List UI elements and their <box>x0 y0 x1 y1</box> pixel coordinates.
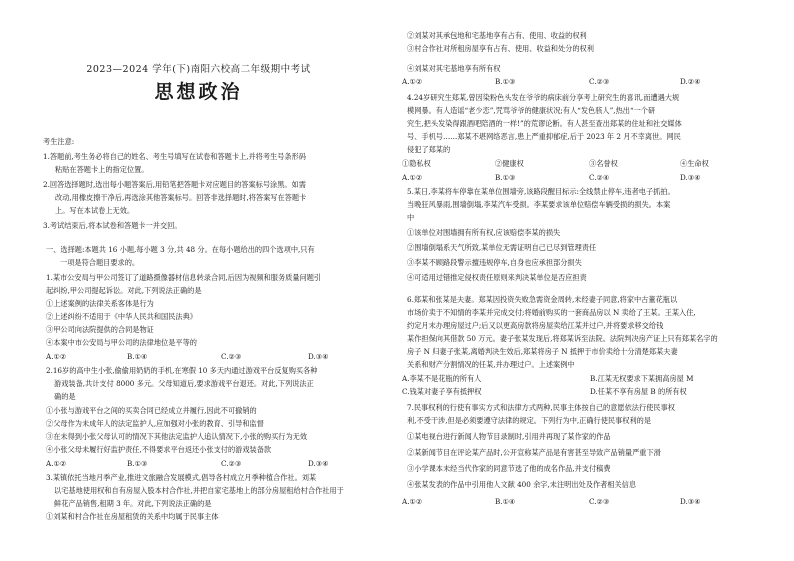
choice-4: ④生命权 <box>680 159 709 168</box>
option-a: A.①② <box>402 173 423 182</box>
notice-line: 2.回答选择题时,选出每小题答案后,用铅笔把答题卡对应题目的答案标号涂黑。如需 <box>43 180 306 189</box>
question-6-stem: 某作担保向其借款 50 万元。妻子张某发现后,将郑某诉至法院。法院判决房产证上只有郑某名字的 <box>407 334 718 343</box>
question-7-choice: ①某电视台进行新闻人物节目录制时,引用并再现了某作家的作品 <box>407 432 611 441</box>
option-a: A.①② <box>402 497 423 506</box>
question-5-choice: ②围墙倒塌系天气所致,某单位无需证明自己已尽到管理责任 <box>407 243 597 252</box>
section-instruction: 一项是符合题目要求的。 <box>60 258 140 267</box>
question-1-choice: ①上述案例的法律关系客体是行为 <box>46 299 154 308</box>
option-d: D.任某不享有房屋 B 的所有权 <box>590 387 687 396</box>
question-1-stem: 1.某市公安局与甲公司签订了道路摄像器材信息转录合同,后因为视频和服务质量问题引 <box>46 273 322 282</box>
question-2-stem: 游戏装备,共计支付 8000 多元。父母知道后,要求游戏平台退还。对此,下列说法正 <box>54 379 314 388</box>
notice-line: 3.考试结束后,将本试卷和答题卡一并交回。 <box>43 221 182 230</box>
option-b: B.江某无权要求下某拥高房屋 M <box>590 374 694 383</box>
option-c: C.②③ <box>221 459 242 468</box>
option-c: C.钱某对妻子享有抵押权 <box>402 387 482 396</box>
option-b: B.①③ <box>495 77 516 86</box>
option-d: D.③④ <box>680 173 701 182</box>
option-a: A.李某不是花瓶的所有人 <box>402 374 482 383</box>
question-5-choice: ①该单位对围墙拥有所有权,应该赔偿李某的损失 <box>407 228 561 237</box>
notice-line: 改动,用橡皮擦干净后,再选涂其他答案标号。回答非选择题时,将答案写在答题卡 <box>55 193 307 202</box>
question-6-stem: 房子 N 归妻子张某,离婚判决生效后,郑某将房子 N 抵押于市价卖给十分清楚郑某夫妻 <box>407 347 678 356</box>
option-b: B.①④ <box>127 352 148 361</box>
question-5-stem: 当晚狂风暴雨,围墙倒塌,李某汽车受损。李某要求该单位赔偿车辆受损的损失。本案 <box>407 200 671 209</box>
question-1-stem: 起纠纷,甲公司提起诉讼。对此,下列说法正确的是 <box>46 286 202 295</box>
option-d: D.③④ <box>680 497 701 506</box>
question-3-choice: ②刘某对其承包地和宅基地享有占有、使用、收益的权利 <box>407 31 587 40</box>
option-b: B.①④ <box>495 497 516 506</box>
question-1-choice: ②上述纠纷不适用于《中华人民共和国民法典》 <box>46 312 197 321</box>
option-b: B.①③ <box>127 459 148 468</box>
question-4-stem: 4.24岁研究生郑某,曾因染粉色头发在爷爷的病床前分享考上研究生的喜讯,而遭遇大规 <box>407 93 680 102</box>
option-b: B.①③ <box>495 173 516 182</box>
option-c: C.②③ <box>221 352 242 361</box>
option-d: D.②④ <box>680 77 701 86</box>
question-6-stem: 市场价卖于不知情的李某并完成交付;将婚前购买的一套商品房以 N 卖给了王某。王某入住, <box>407 308 696 317</box>
question-7-choice: ③小学课本未经当代作家的同意节选了他的成名作品,并支付稿费 <box>407 464 611 473</box>
question-4-stem: 号、手机号……郑某不堪网络恶言,患上严重抑郁症,后于 2023 年 2 月不幸离世。网民 <box>407 132 681 141</box>
option-c: C.②③ <box>589 77 610 86</box>
question-2-choice: ②父母作为未成年人的法定监护人,应加强对小张的教育、引导和监督 <box>46 419 264 428</box>
question-5-choice: ③李某不顾路段警示擅违规停车,自身也应承担部分损失 <box>407 258 582 267</box>
question-3-stem: 以宅基地使用权和自有房屋入股本村合作社,并把自家宅基地上的部分房屋租给村合作社用于 <box>54 486 344 495</box>
question-7-choice: ②某新闻节目在评论某产品时,公开宣称某产品是有害甚至导致产品销量严重下滑 <box>407 448 661 457</box>
question-5-stem: 中 <box>407 213 415 222</box>
question-2-choice: ①小张与游戏平台之间的买卖合同已经成立并履行,因此不可撤销的 <box>46 406 257 415</box>
question-3-choice: ①刘某和村合作社在房屋租赁的关系中均属于民事主体 <box>46 512 219 521</box>
option-d: D.③④ <box>308 352 329 361</box>
choice-3: ③名誉权 <box>589 159 618 168</box>
option-a: A.①② <box>46 459 67 468</box>
question-1-choice: ③甲公司向法院提供的合同是物证 <box>46 325 154 334</box>
question-4-stem: 模网暴。有人造谣“老少恋”,咒骂爷爷的健康状况;有人“发色骇人”,热出“一个研 <box>407 106 656 115</box>
notice-title: 考生注意: <box>43 137 75 146</box>
subject-title: 思想政治 <box>154 81 243 103</box>
choice-2: ②健康权 <box>495 159 524 168</box>
question-7-choice: ④张某发表的作品中引用他人文献 400 余字,未注明出处及作者相关信息 <box>407 480 637 489</box>
question-7-stem: 利,不受干涉,但是必须要遵守法律的规定。下列行为中,正确行使民事权利的是 <box>407 416 652 425</box>
question-6-stem: 关系和财产分割情况的任某,并办理过户。上述案例中 <box>407 360 575 369</box>
question-2-stem: 确的是 <box>54 392 76 401</box>
question-1-choice: ④本案中市公安局与甲公司的法律地位是平等的 <box>46 338 197 347</box>
question-5-choice: ④可适用过错推定侵权责任原则来判决某单位是否应担责 <box>407 273 587 282</box>
question-3-stem: 鲜花产品销售,租期 3 年。对此,下列说法正确的是 <box>54 499 212 508</box>
notice-line: 上。写在本试卷上无效。 <box>55 206 135 215</box>
question-7-stem: 7.民事权利的行使有事实方式和法律方式两种,民事主体按自己的意愿依法行使民事权 <box>407 403 675 412</box>
question-2-stem: 2.16岁的高中生小张,偷偷用奶奶的手机,在寒假 10 多天内通过游戏平台反复购买各种 <box>46 366 318 375</box>
option-c: C.②③ <box>589 497 610 506</box>
question-5-stem: 5.某日,李某将车停靠在某单位围墙旁,该路段醒目标示:全线禁止停车,违者电子抓拍。 <box>407 187 675 196</box>
option-a: A.①② <box>46 352 67 361</box>
choice-1: ①隐私权 <box>402 159 431 168</box>
exam-header: 2023—2024 学年(下)南阳六校高二年级期中考试 <box>86 64 311 75</box>
option-a: A.①② <box>402 77 423 86</box>
option-c: C.②④ <box>589 173 610 182</box>
option-d: D.③④ <box>308 459 329 468</box>
question-6-stem: 约定月末办理房屋过户;后又以更高房款将房屋卖给江某并过户,并将要求移交给钱 <box>407 321 664 330</box>
question-3-choice: ③村合作社对所租房屋享有占有、使用、收益和处分的权利 <box>407 44 594 53</box>
question-3-choice: ④刘某对其宅基地享有所有权 <box>407 64 501 73</box>
section-instruction: 一、选择题:本题共 16 小题,每小题 3 分,共 48 分。在每小题给出的四个选项中,只有 <box>46 245 315 254</box>
notice-line: 1.答题前,考生务必将自己的姓名、考生号填写在试卷和答题卡上,并将考生号条形码 <box>43 152 306 161</box>
question-4-stem: 究生,把头发染得跟酒吧陪酒的一样!”的荒谬论断。有人甚至查出郑某的住址和社交媒体 <box>407 119 682 128</box>
notice-line: 粘贴在答题卡上的指定位置。 <box>55 165 149 174</box>
question-4-stem: 侵犯了郑某的 <box>407 145 451 154</box>
question-2-choice: ③在未得到小张父母认可的情况下其他法定监护人追认情况下,小张的购买行为无效 <box>46 432 308 441</box>
question-6-stem: 6.郑某和张某是夫妻。郑某因投资失败急需资金周转,未经妻子同意,将家中古董花瓶以 <box>407 295 678 304</box>
question-3-stem: 3.某镇依托当地月季产业,推进文旅融合发展模式,倡导各村成立月季种植合作社。刘某 <box>46 473 317 482</box>
question-2-choice: ④小张父母未履行好监护责任,不得要求平台返还小张支付的游戏装备款 <box>46 445 272 454</box>
